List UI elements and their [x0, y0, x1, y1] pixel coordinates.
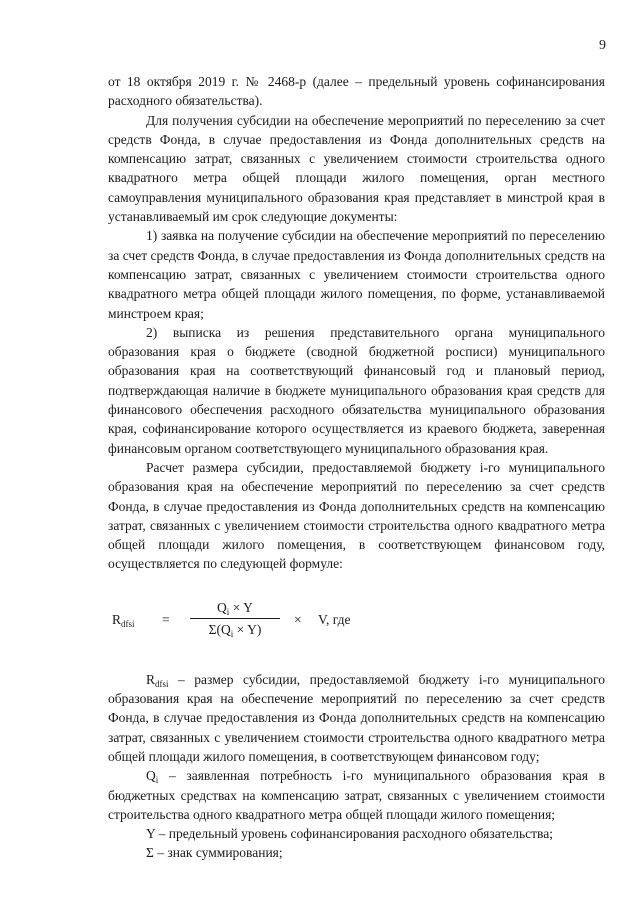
formula-tail: V, где — [318, 611, 351, 627]
definition-symbol: R — [146, 671, 156, 687]
definition-symbol: Σ — [146, 845, 154, 861]
formula-fraction — [190, 598, 280, 640]
definition-text: – заявленная потребность i-го муниципального образования края в бюджетных средствах на компенсацию затрат, связанных с увеличением стоимости строительства одного квадратного метра общей площади жилого помещения; — [108, 768, 605, 822]
denominator-tail: × Y) — [233, 622, 262, 638]
definition-y — [108, 824, 605, 843]
formula-denominator — [190, 619, 280, 639]
numerator-symbol: Q — [217, 599, 227, 615]
subsidy-formula — [108, 592, 605, 648]
paragraph-documents-intro: Для получения субсидии на обеспечение мероприятий по переселению за счет средств Фонда, в случае предоставления из Фонда дополнительных средств на компенсацию затрат, связанных с увеличением стоимости строительства одного квадратного метра общей площади жилого помещения, орган местного самоуправления муниципального образования края представляет в минстрой края в устанавливаемый им срок следующие документы: — [108, 112, 605, 225]
formula-lhs-subscript: dfsi — [121, 618, 135, 629]
definition-text: – размер субсидии, предоставляемой бюджету i-го муниципального образования края на обеспечение мероприятий по переселению за счет средств Фонда, в случае предоставления из Фонда дополнительных средств на компенсацию затрат, связанных с увеличением стоимости строительства одного квадратного метра общей площади жилого помещения, в соответствующем финансовом году; — [108, 671, 605, 764]
numerator-subscript: i — [226, 606, 230, 617]
definition-symbol: Q — [146, 768, 156, 784]
denominator-head: Σ(Q — [208, 622, 231, 638]
paragraph-item-1: 1) заявка на получение субсидии на обеспечение мероприятий по переселению за счет средств Фонда, в случае предоставления из Фонда дополнительных средств на компенсацию затрат, связанных с увеличением стоимости строительства одного квадратного метра общей площади жилого помещения, по форме, устанавливаемой минстроем края; — [108, 228, 605, 321]
paragraph-item-2: 2) выписка из решения представительного органа муниципального образования края о бюджете (сводной бюджетной росписи) муниципального образования края на соответствующий финансовый год и плановый период, подтверждающая наличие в бюджете муниципального образования края средств для финансового обеспечения расходного обязательства муниципального образования края, софинансирование которого осуществляется из краевого бюджета, заверенная финансовым органом соответствующего муниципального образования края. — [108, 324, 605, 456]
formula-lhs-symbol: R — [112, 611, 122, 627]
formula-times: × — [294, 611, 302, 627]
definition-text: – знак суммирования; — [153, 845, 283, 861]
definition-sigma — [108, 843, 605, 862]
denominator-subscript: i — [230, 629, 234, 640]
definition-text: – предельный уровень софинансирования расходного обязательства; — [155, 826, 553, 842]
definition-symbol: Y — [146, 826, 156, 842]
definition-subscript: i — [155, 775, 159, 786]
definition-qi — [108, 766, 605, 824]
formula-numerator — [190, 598, 280, 619]
formula-lhs — [112, 610, 135, 629]
page-number: 9 — [599, 38, 606, 53]
paragraph-calculation-intro: Расчет размера субсидии, предоставляемой бюджету i-го муниципального образования края на обеспечение мероприятий по переселению за счет средств Фонда, в случае предоставления из Фонда дополнительных средств на компенсацию затрат, связанных с увеличением стоимости строительства одного квадратного метра общей площади жилого помещения, в соответствующем финансовом году, осуществляется по следующей формуле: — [108, 459, 605, 572]
definition-rdfsi — [108, 670, 605, 766]
formula-equals: = — [162, 611, 170, 627]
definition-subscript: dfsi — [155, 678, 169, 689]
numerator-tail: × Y — [229, 599, 253, 615]
document-body — [108, 72, 605, 863]
paragraph-continuation: от 18 октября 2019 г. № 2468-р (далее – предельный уровень софинансирования расходного обязательства). — [108, 74, 605, 109]
